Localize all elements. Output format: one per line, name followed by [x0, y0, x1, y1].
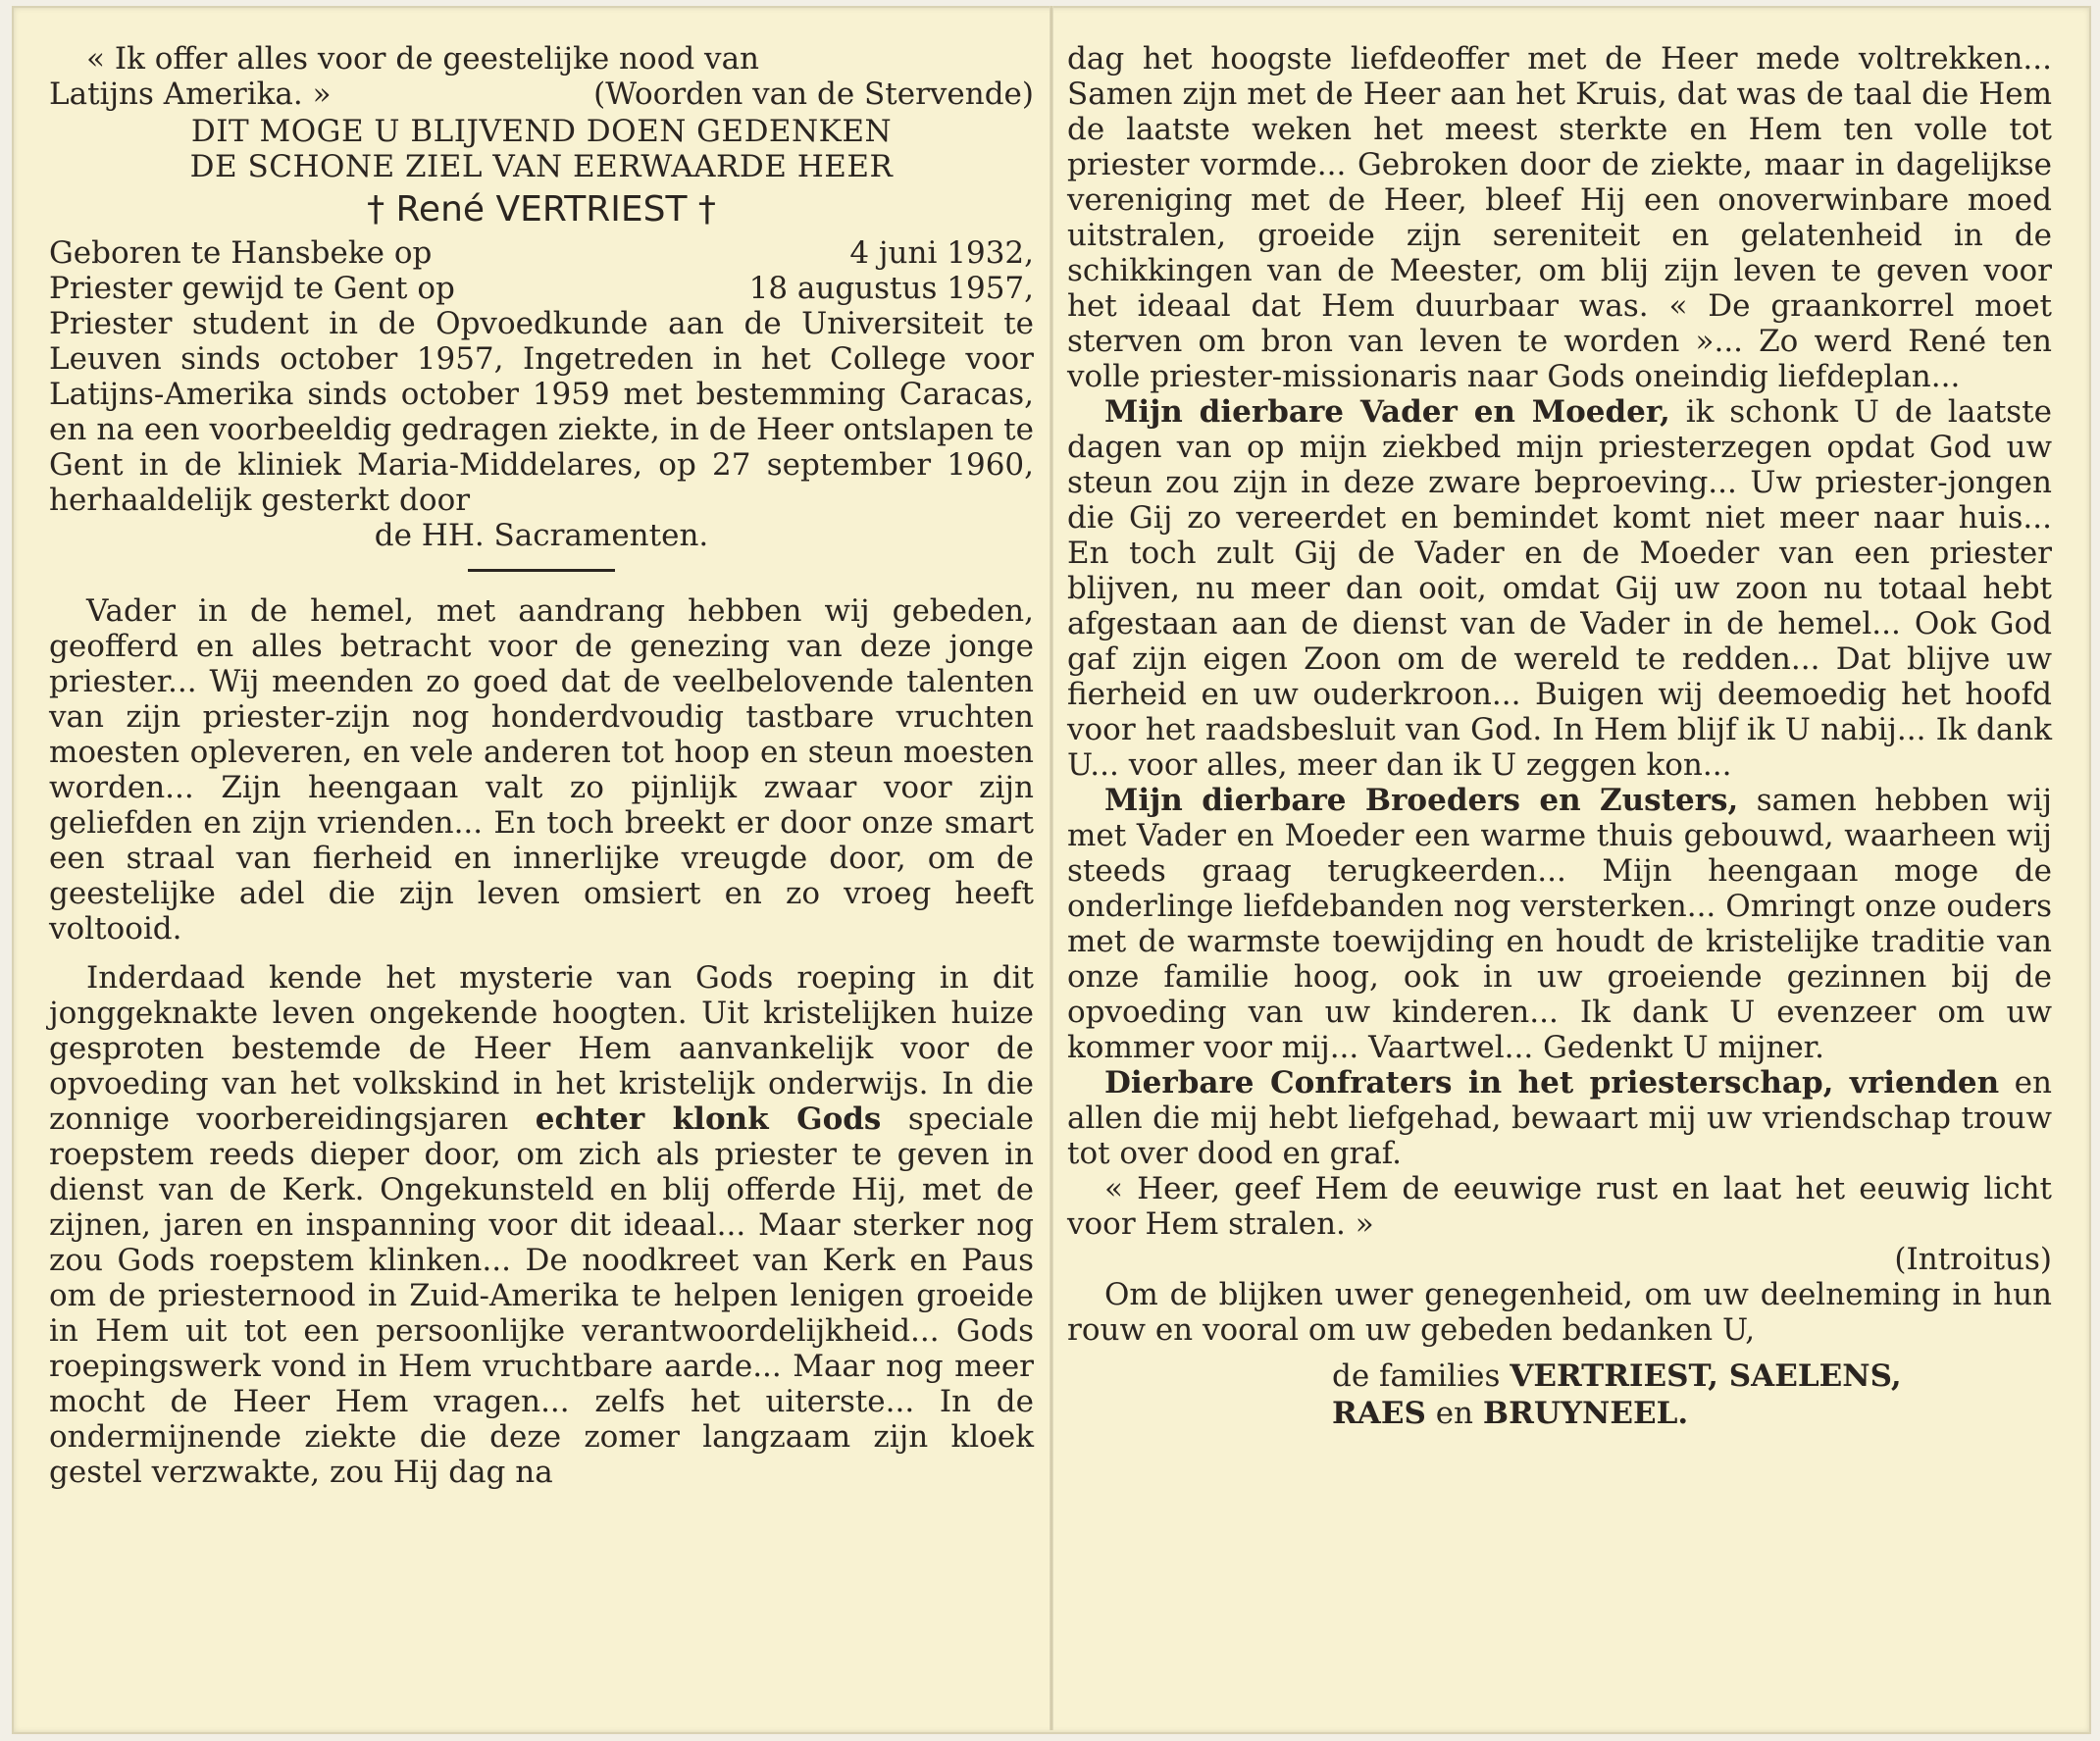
quote-source: (Woorden van de Stervende): [593, 77, 1034, 112]
born-row: [49, 235, 1034, 271]
family-names: VERTRIEST, SAELENS,: [1510, 1358, 1902, 1394]
biography-end: de HH. Sacramenten.: [374, 518, 709, 553]
spacer: [49, 947, 1034, 960]
paragraph-confraters: [1067, 1065, 2052, 1171]
signature-line-2: [1332, 1395, 2052, 1432]
card-fold: [1050, 6, 1053, 1730]
ordained-row: [49, 271, 1034, 306]
paragraph-roeping: [49, 960, 1034, 1490]
heading-line-2: DE SCHONE ZIEL VAN EERWAARDE HEER: [189, 149, 894, 184]
paragraph-text: speciale roepstem reeds dieper door, om zich als priester te geven in dienst van de Kerk. Ongekunsteld en blij offerde Hij, met de zijnen, jaren en inspanning voor dit ideaal... Maar sterker nog zou Gods roepstem klinken... De noodkreet van Kerk en Paus om de priesternood in Zuid-Amerika te helpen lenigen groeide in Hem uit tot een persoonlijke verantwoordelijkheid... Gods roepingswerk vond in Hem vruchtbare aarde... Maar nog meer mocht de Heer Hem vragen... zelfs het uiterste... In de ondermijnende ziekte die deze zomer langzaam zijn kloek gestel verzwakte, zou Hij dag na: [49, 1101, 1035, 1490]
paragraph-text: ik schonk U de laatste dagen van op mijn ziekbed mijn priesterzegen opdat God uw steun zou zijn in deze zware beproeving... Uw priester-jongen die Gij zo vereerdet en bemindet komt niet meer naar huis... En toch zult Gij de Vader en de Moeder van een priester blijven, nu meer dan ooit, omdat Gij uw zoon nu totaal hebt afgestaan aan de dienst van de Vader in de hemel... Ook God gaf zijn eigen Zoon om de wereld te redden... Dat blijve uw fierheid en uw ouderkroon... Buigen wij deemoedig het hoofd voor het raadsbesluit van God. In Hem blijf ik U nabij... Ik dank U... voor alles, meer dan ik U zeggen kon...: [1067, 394, 2052, 783]
right-page: [1067, 41, 2052, 1432]
deceased-name: [49, 188, 1034, 231]
paragraph-text: Inderdaad kende het mysterie van Gods roeping in dit jonggeknakte leven ongekende hoogten. Uit kristelijken huize gesproten bestemde de Heer Hem aanvankelijk voor de opvoeding van het volkskind in het kristelijk onderwijs. In die zonnige voorbereidingsjaren: [49, 960, 1034, 1137]
bold-phrase: echter klonk Gods: [535, 1101, 882, 1137]
cross-icon: †: [697, 189, 716, 230]
born-label: Geboren te Hansbeke op: [49, 235, 433, 271]
ordained-date: 18 augustus 1957,: [748, 271, 1034, 306]
quote-line-1: « Ik offer alles voor de geestelijke nood van: [86, 41, 760, 77]
closing-quote: « Heer, geef Hem de eeuwige rust en laat het eeuwig licht voor Hem stralen. »: [1067, 1171, 2052, 1242]
bold-phrase: Mijn dierbare Broeders en Zusters,: [1104, 783, 1739, 818]
signature-prefix: de families: [1332, 1358, 1501, 1394]
cross-icon: †: [367, 189, 385, 230]
signature-line-1: [1332, 1357, 2052, 1395]
paragraph-ouders: [1067, 394, 2052, 783]
divider: [468, 569, 615, 572]
ordained-label: Priester gewijd te Gent op: [49, 271, 455, 306]
left-page: [49, 41, 1034, 1490]
quote-source: (Introitus): [1894, 1242, 2052, 1277]
bold-phrase: Dierbare Confraters in het priesterschap, vrienden: [1104, 1065, 2000, 1101]
paragraph-text: samen hebben wij met Vader en Moeder een warme thuis gebouwd, waarheen wij steeds graag terugkeerden... Mijn heengaan moge de onderlinge liefdebanden nog versterken... Omringt onze ouders met de warmste toewijding en houdt de kristelijke traditie van onze familie hoog, ook in uw groeiende gezinnen bij de opvoeding van uw kinderen... Ik dank U evenzeer om uw kommer voor mij... Vaartwel... Gedenkt U mijner.: [1067, 783, 2053, 1065]
paragraph-broeders: [1067, 783, 2052, 1065]
bold-phrase: Mijn dierbare Vader en Moeder,: [1104, 394, 1670, 430]
thanks-paragraph: Om de blijken uwer genegenheid, om uw deelneming in hun rouw en vooral om uw gebeden bedanken U,: [1067, 1277, 2052, 1348]
family-name: RAES: [1332, 1396, 1426, 1431]
quote-line-2: [49, 77, 1034, 112]
biography: Priester student in de Opvoedkunde aan de Universiteit te Leuven sinds october 1957, Ingetreden in het College voor Latijns-Amerika sinds october 1959 met bestemming Caracas, en na een voorbeeldig gedragen ziekte, in de Heer ontslapen te Gent in de kliniek Maria-Middelares, op 27 september 1960, herhaaldelijk gesterkt door: [49, 306, 1034, 518]
heading-line-1: DIT MOGE U BLIJVEND DOEN GEDENKEN: [190, 114, 893, 149]
family-name: BRUYNEEL.: [1482, 1396, 1689, 1431]
signature-conjunction: en: [1435, 1396, 1474, 1431]
born-date: 4 juni 1932,: [849, 235, 1034, 271]
paragraph-liefdeoffer: dag het hoogste liefdeoffer met de Heer mede voltrekken... Samen zijn met de Heer aan het Kruis, dat was de taal die Hem de laatste weken het meest sterkte en Hem ten volle tot priester vormde... Gebroken door de ziekte, maar in dagelijkse vereniging met de Heer, bleef Hij een onoverwinbare moed uitstralen, groeide zijn sereniteit en gelatenheid in de schikkingen van de Meester, om blij zijn leven te geven voor het ideaal dat Hem duurbaar was. « De graankorrel moet sterven om bron van leven te worden »... Zo werd René ten volle priester-missionaris naar Gods oneindig liefdeplan...: [1067, 41, 2052, 394]
name-text: René VERTRIEST: [395, 189, 688, 230]
paragraph-text: en allen die mij hebt liefgehad, bewaart mij uw vriendschap trouw tot over dood en graf.: [1067, 1065, 2052, 1171]
quote-end: Latijns Amerika. »: [49, 77, 332, 112]
signature-block: [1067, 1357, 2052, 1432]
paragraph-vader: Vader in de hemel, met aandrang hebben wij gebeden, geofferd en alles betracht voor de genezing van deze jonge priester... Wij meenden zo goed dat de veelbelovende talenten van zijn priester-zijn nog honderdvoudig tastbare vruchten moesten opleveren, en vele anderen tot hoop en steun moesten worden... Zijn heengaan valt zo pijnlijk zwaar voor zijn geliefden en zijn vrienden... En toch breekt er door onze smart een straal van fierheid en innerlijke vreugde door, om de geestelijke adel die zijn leven omsiert en zo vroeg heeft voltooid.: [49, 593, 1034, 947]
